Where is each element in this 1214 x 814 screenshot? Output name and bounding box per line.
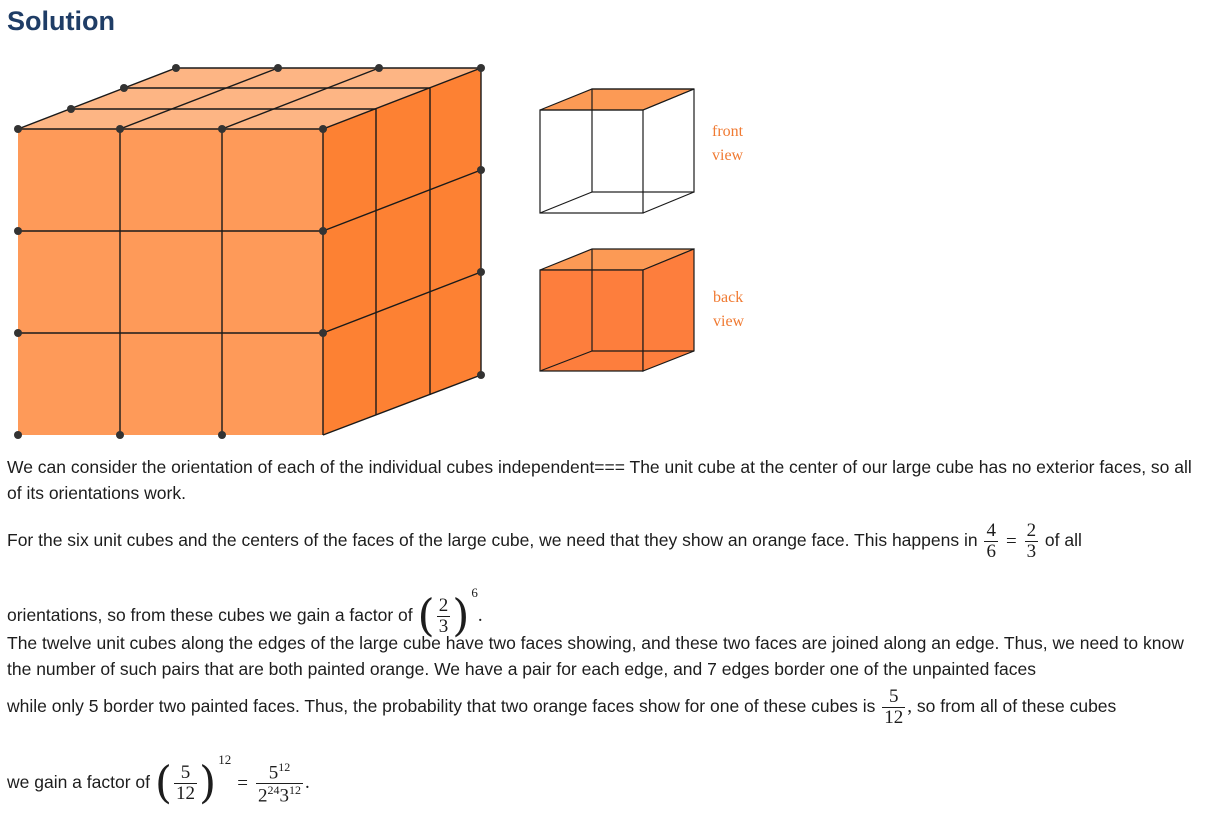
- result-fraction: $\frac{5^{12}}{2^{24}3^{12}}$: [257, 759, 301, 807]
- paragraph-3-text-a: The twelve unit cubes along the edges of the large cube have two faces showing, and these two faces are joined along an edge. Thus, we need to know the number of such pairs that are both painted orange. We have a pair for each edge, and 7 edges border one of the unpainted faces: [7, 633, 1184, 679]
- paragraph-3-text-c: so from all of these cubes: [916, 696, 1117, 716]
- paragraph-2-text-a: For the six unit cubes and the centers of the faces of the large cube, we need that they show an orange face. This happens in: [7, 530, 978, 550]
- paragraph-edge-cubes: [7, 630, 1207, 682]
- large-cube: [14, 64, 485, 439]
- paragraph-3-text-b: while only 5 border two painted faces. Thus, the probability that two orange faces show for one of these cubes is: [7, 696, 876, 716]
- fraction-2-3: $\frac{2}{3}$: [1026, 520, 1037, 563]
- paragraph-2-text-b: of all: [1044, 530, 1082, 550]
- paragraph-center-cube: [7, 454, 1207, 506]
- back-view-label-line2: view: [713, 313, 745, 330]
- back-view-cube: [540, 249, 694, 371]
- fraction-4-6: $\frac{4}{6}$: [986, 520, 996, 563]
- front-view-top-face: [540, 89, 694, 110]
- paragraph-2-text-c: orientations, so from these cubes we gain a factor of: [7, 605, 413, 625]
- front-view-cube: [540, 89, 694, 213]
- factor-five-twelfths-power: ( $\frac{5}{12}$ ) $^{12}$= $\frac{5^{12}}{2^{24}3^{12}}$ .: [154, 752, 310, 809]
- paragraph-edge-cubes-cont: while only 5 border two painted faces. Thus, the probability that two orange faces show for one of these cubes is $\frac{5}{12}$ , so from all of these cubes: [7, 686, 1117, 729]
- cube-figure: [0, 55, 780, 450]
- paragraph-1-text: We can consider the orientation of each of the individual cubes independent=== The unit cube at the center of our large cube has no exterior faces, so all of its orientations work.: [7, 457, 1192, 503]
- back-view-right-face: [643, 249, 694, 371]
- paragraph-face-cubes: For the six unit cubes and the centers of the faces of the large cube, we need that they show an orange face. This happens in $\frac{4}{6}$ = $\frac{2}{3}$ of all: [7, 520, 1082, 563]
- back-view-label: back: [713, 289, 744, 306]
- large-cube-right-face: [323, 68, 481, 435]
- front-view-label: front: [712, 123, 744, 140]
- factor-two-thirds-power: ( $\frac{2}{3}$ ) $^6$.: [417, 585, 483, 642]
- paragraph-final-factor: [7, 730, 1207, 814]
- fraction-5-12: $\frac{5}{12}$: [884, 686, 904, 729]
- large-cube-front-face: [18, 129, 323, 435]
- paragraph-4-text-a: we gain a factor of: [7, 772, 150, 792]
- front-view-label-line2: view: [712, 147, 744, 164]
- solution-heading: Solution: [7, 6, 115, 36]
